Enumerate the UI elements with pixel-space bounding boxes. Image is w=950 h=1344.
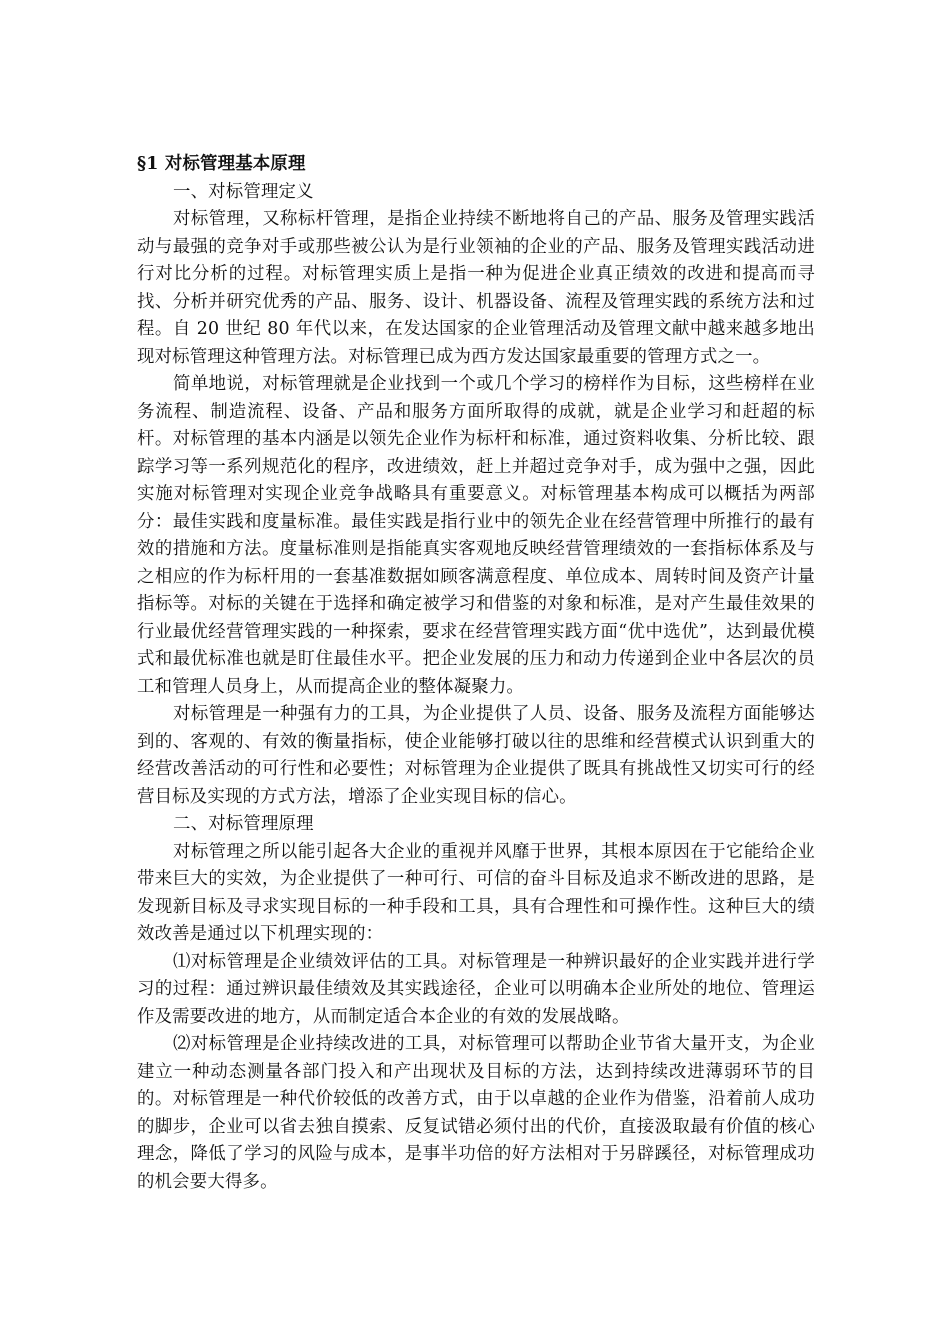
- list-item-paragraph: ⑵对标管理是企业持续改进的工具，对标管理可以帮助企业节省大量开支，为企业建立一种动态测量各部门投入和产出现状及目标的方法，达到持续改进薄弱环节的目的。对标管理是一种代价较低的改善方式，由于以卓越的企业作为借鉴，沿着前人成功的脚步，企业可以省去独自摸索、反复试错必须付出的代价，直接汲取最有价值的核心理念，降低了学习的风险与成本，是事半功倍的好方法相对于另辟蹊径，对标管理成功的机会要大得多。: [137, 1034, 815, 1192]
- paragraph: 对标管理之所以能引起各大企业的重视并风靡于世界，其根本原因在于它能给企业带来巨大的实效，为企业提供了一种可行、可信的奋斗目标及追求不断改进的思路，是发现新目标及寻求实现目标的一种手段和工具，具有合理性和可操作性。这种巨大的绩效改善是通过以下机理实现的：: [137, 841, 815, 944]
- list-item-paragraph: ⑴对标管理是企业绩效评估的工具。对标管理是一种辨识最好的企业实践并进行学习的过程：通过辨识最佳绩效及其实践途径，企业可以明确本企业所处的地位、管理运作及需要改进的地方，从而制定适合本企业的有效的发展战略。: [137, 951, 815, 1027]
- document-title: §1 对标管理基本原理: [137, 154, 306, 174]
- paragraph: 对标管理，又称标杆管理，是指企业持续不断地将自己的产品、服务及管理实践活动与最强的竞争对手或那些被公认为是行业领袖的企业的产品、服务及管理实践活动进行对比分析的过程。对标管理实质上是指一种为促进企业真正绩效的改进和提高而寻找、分析并研究优秀的产品、服务、设计、机器设备、流程及管理实践的系统方法和过程。自 20 世纪 80 年代以来，在发达国家的企业管理活动及管理文献中越来越多地出现对标管理这种管理方法。对标管理已成为西方发达国家最重要的管理方式之一。: [137, 209, 815, 367]
- paragraph: 对标管理是一种强有力的工具，为企业提供了人员、设备、服务及流程方面能够达到的、客观的、有效的衡量指标，使企业能够打破以往的思维和经营模式认识到重大的经营改善活动的可行性和必要性；对标管理为企业提供了既具有挑战性又切实可行的经营目标及实现的方式方法，增添了企业实现目标的信心。: [137, 704, 815, 807]
- section-heading-definition: 一、对标管理定义: [173, 181, 314, 202]
- section-heading-principle: 二、对标管理原理: [173, 814, 314, 834]
- document-page: [137, 151, 815, 1196]
- paragraph: 简单地说，对标管理就是企业找到一个或几个学习的榜样作为目标，这些榜样在业务流程、制造流程、设备、产品和服务方面所取得的成就，就是企业学习和赶超的标杆。对标管理的基本内涵是以领先企业作为标杆和标准，通过资料收集、分析比较、跟踪学习等一系列规范化的程序，改进绩效，赶上并超过竞争对手，成为强中之强，因此实施对标管理对实现企业竞争战略具有重要意义。对标管理基本构成可以概括为两部分：最佳实践和度量标准。最佳实践是指行业中的领先企业在经营管理中所推行的最有效的措施和方法。度量标准则是指能真实客观地反映经营管理绩效的一套指标体系及与之相应的作为标杆用的一套基准数据如顾客满意程度、单位成本、周转时间及资产计量指标等。对标的关键在于选择和确定被学习和借鉴的对象和标准，是对产生最佳效果的行业最优经营管理实践的一种探索，要求在经营管理实践方面“优中选优”，达到最优模式和最优标准也就是盯住最佳水平。把企业发展的压力和动力传递到企业中各层次的员工和管理人员身上，从而提高企业的整体凝聚力。: [137, 374, 815, 697]
